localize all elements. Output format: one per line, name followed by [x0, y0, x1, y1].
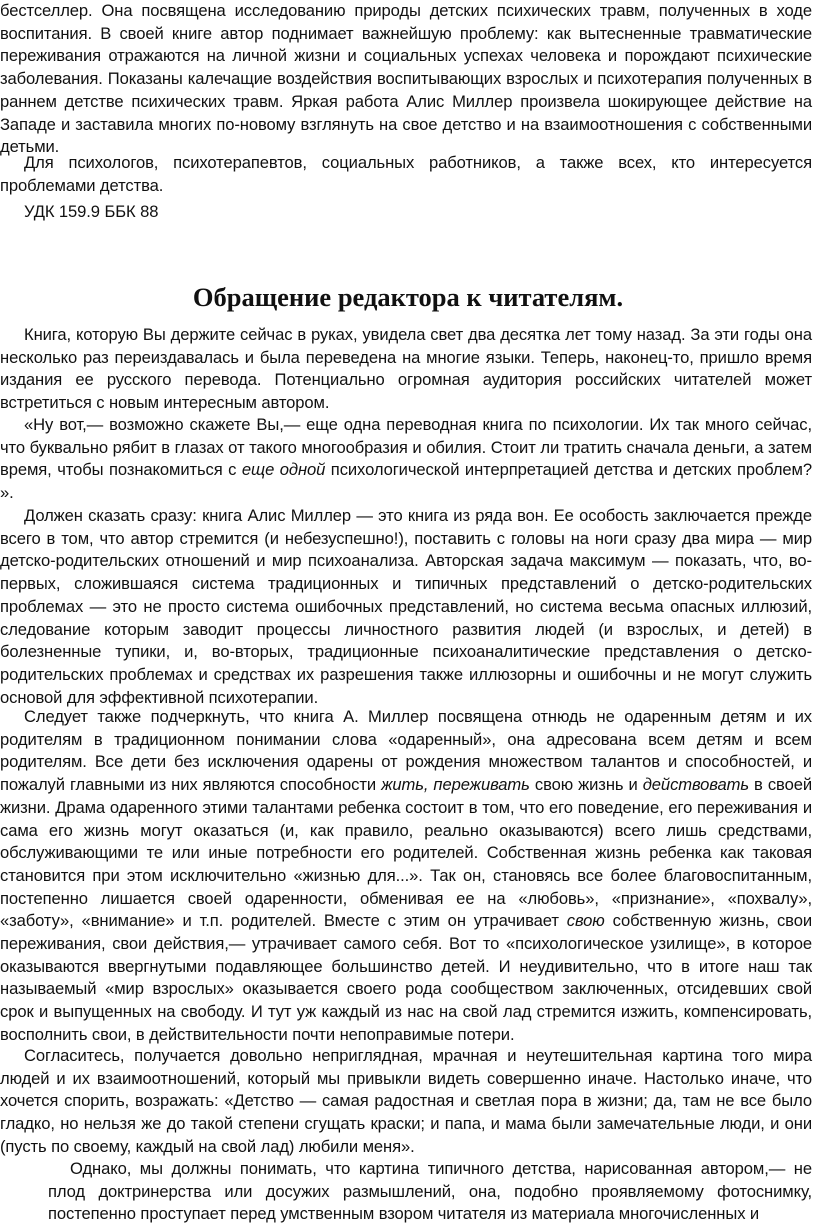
body-paragraph-4-text-d: собственную жизнь, свои переживания, свои действия,— утрачивает самого себя. Вот то «психологическое узилище», в которое оказываются ввергнутыми подавляющее большинство детей. И неудивительно, что в итоге наш так называемый «мир взрослых» оказывается своего рода сообществом заключенных, отсидевших свой срок и выпущенных на свободу. И тут уж каждый из нас на свой лад стремится изжить, компенсировать, восполнить свои, в действительности почти непоправимые потери.: [0, 911, 813, 1044]
body-paragraph-4-text-c: в своей жизни. Драма одаренного этими талантами ребенка состоит в том, что его поведение, его переживания и сама его жизнь могут оказаться (и, как правило, реально оказываются) всего лишь средствами, обслуживающими те или иные потребности его родителей. Собственная жизнь ребенка как таковая становится при этом исключительно «жизнью для...». Так он, становясь все более благовоспитанным, постепенно лишается своей одаренности, обменивая ее на «любовь», «признание», «похвалу», «заботу», «внимание» и т.п. родителей. Вместе с этим он утрачивает: [0, 775, 812, 931]
body-paragraph-4-emphasis-1: жить, переживать: [381, 775, 530, 795]
body-paragraph-5: Согласитесь, получается довольно неприглядная, мрачная и неутешительная картина того мира людей и их взаимоотношений, который мы привыкли видеть совершенно иначе. Настолько иначе, что хочется спорить, возражать: «Детство — самая радостная и светлая пора в жизни; да, там не все было гладко, но нельзя же до такой степени сгущать краски; и папа, и мама были замечательные люди, и они (пусть по своему, каждый на свой лад) любили меня».: [0, 1046, 812, 1156]
section-heading: Обращение редактора к читателям.: [192, 282, 624, 312]
body-paragraph-2-text-b: психологической интерпретацией детства и детских проблем? ».: [0, 460, 812, 503]
intro-paragraph: бестселлер. Она посвящена исследованию природы детских психических травм, полученных в ходе воспитания. В своей книге автор поднимает важнейшую проблему: как вытесненные травматические переживания отражаются на личной жизни и социальных успехах человека и порождают психические заболевания. Показаны калечащие воздействия воспитывающих взрослых и психотерапия полученных в раннем детстве психических травм. Яркая работа Алис Миллер произвела шокирующее действие на Западе и заставила многих по-новому взглянуть на свое детство и на взаимоотношения с собственными детьми.: [0, 1, 812, 157]
body-paragraph-4-text-a: Следует также подчеркнуть, что книга А. Миллер посвящена отнюдь не одаренным детям и их родителям в традиционном понимании слова «одаренный», она адресована всем детям и всем родителям. Все дети без исключения одарены от рождения множеством талантов и способностей, и пожалуй главными из них являются способности: [0, 707, 812, 795]
body-paragraph-2: [0, 414, 812, 505]
body-paragraph-3: Должен сказать сразу: книга Алис Миллер — это книга из ряда вон. Ее особость заключается прежде всего в том, что автор стремится (и небезуспешно!), поставить с головы на ноги сразу два мира — мир детско-родительских отношений и мир психоанализа. Авторская задача максимум — показать, что, во-первых, сложившаяся система традиционных и типичных представлений о детско-родительских проблемах — это не просто система ошибочных представлений, но система весьма опасных иллюзий, следование которым заводит процессы личностного развития людей (и взрослых, и детей) в болезненные тупики, и, во-вторых, традиционные психоаналитические представления о детско-родительских проблемах и средствах их разрешения также иллюзорны и ошибочны и не могут служить основой для эффективной психотерапии.: [0, 506, 812, 707]
body-paragraph-6: Однако, мы должны понимать, что картина типичного детства, нарисованная автором,— не плод доктринерства или досужих размышлений, она, подобно проявляемому фотоснимку, постепенно проступает перед умственным взором читателя из материала многочисленных и: [48, 1159, 812, 1223]
body-paragraph-4: [0, 706, 812, 1047]
body-paragraph-4-text-b: свою жизнь и: [529, 775, 643, 795]
udk-bbk-code: УДК 159.9 ББК 88: [24, 202, 159, 221]
body-paragraph-1: Книга, которую Вы держите сейчас в руках, увидела свет два десятка лет тому назад. За эти годы она несколько раз переиздавалась и была переведена на многие языки. Теперь, наконец-то, пришло время издания ее русского перевода. Потенциально огромная аудитория российских читателей может встретиться с новым интересным автором.: [0, 325, 812, 413]
body-paragraph-2-emphasis: еще одной: [241, 460, 326, 480]
audience-paragraph: Для психологов, психотерапевтов, социальных работников, а также всех, кто интересуется проблемами детства.: [0, 153, 812, 195]
body-paragraph-4-emphasis-2: действовать: [642, 775, 749, 795]
body-paragraph-4-emphasis-3: свою: [566, 911, 605, 931]
body-paragraph-2-text-a: «Ну вот,— возможно скажете Вы,— еще одна переводная книга по психологии. Их так много сейчас, что буквально рябит в глазах от такого многообразия и обилия. Стоит ли тратить сначала деньги, а затем время, чтобы познакомиться с: [0, 415, 812, 480]
